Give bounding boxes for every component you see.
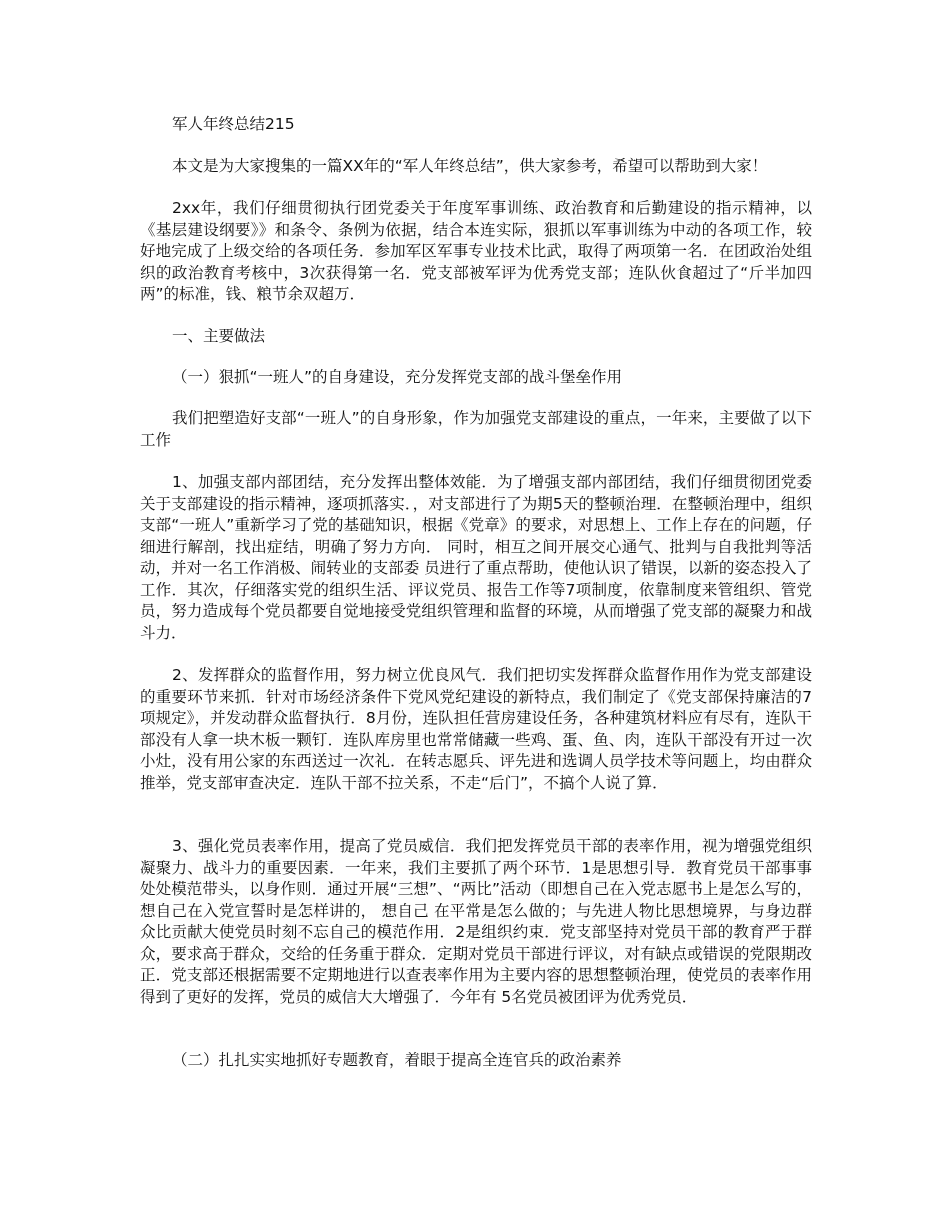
body-paragraph-item-3: 3、强化党员表率作用，提高了党员威信．我们把发挥党员干部的表率作用，视为增强党组织凝聚力、战斗力的重要因素．一年来，我们主要抓了两个环节．1是思想引导．教育党员干部事事处处模范带头，以身作则．通过开展“三想”、“两比”活动（即想自己在入党志愿书上是怎么写的，想自己在入党宣誓时是怎样讲的， 想自己 在平常是怎么做的；与先进人物比思想境界，与身边群众比贡献大使党员时刻不忘自己的模范作用．2是组织约束．党支部坚持对党员干部的教育严于群众，要求高于群众，交给的任务重于群众．定期对党员干部进行评议，对有缺点或错误的党限期改正．党支部还根据需要不定期地进行以查表率作用为主要内容的思想整顿治理，使党员的表率作用得到了更好的发挥，党员的威信大大增强了．今年有 5名党员被团评为优秀党员． bbox=[140, 837, 812, 1006]
document-title: 军人年终总结215 bbox=[172, 115, 295, 133]
body-paragraph-summary: 2xx年，我们仔细贯彻执行团党委关于年度军事训练、政治教育和后勤建设的指示精神，以《基层建设纲要》》和条令、条例为依据，结合本连实际，狠抓以军事训练为中动的各项工作，较好地完成了上级交给的各项任务．参加军区军事专业技术比武，取得了两项第一名．在团政治处组织的政治教育考核中，3次获得第一名．党支部被军评为优秀党支部；连队伙食超过了“斤半加四两”的标准，钱、粮节余双超万． bbox=[140, 199, 812, 303]
subsection-heading-1: （一）狠抓“一班人”的自身建设，充分发挥党支部的战斗堡垒作用 bbox=[172, 368, 623, 386]
intro-paragraph: 本文是为大家搜集的一篇XX年的“军人年终总结”，供大家参考，希望可以帮助到大家！ bbox=[172, 157, 768, 175]
section-heading-main-practices: 一、主要做法 bbox=[172, 327, 266, 345]
subsection-heading-2: （二）扎扎实实地抓好专题教育，着眼于提高全连官兵的政治素养 bbox=[172, 1051, 622, 1069]
body-paragraph-item-1: 1、加强支部内部团结，充分发挥出整体效能．为了增强支部内部团结，我们仔细贯彻团党委关于支部建设的指示精神，逐项抓落实．，对支部进行了为期5天的整顿治理．在整顿治理中，组织支部“一班人”重新学习了党的基础知识，根据《党章》的要求，对思想上、工作上存在的问题，仔细进行解剖，找出症结，明确了努力方向． 同时，相互之间开展交心通气、批判与自我批判等活动，并对一名工作消极、闹转业的支部委 员进行了重点帮助，使他认识了错误，以新的姿态投入了工作．其次，仔细落实党的组织生活、评议党员、报告工作等7项制度，依靠制度来管组织、管党员，努力造成每个党员都要自觉地接受党组织管理和监督的环境，从而增强了党支部的凝聚力和战斗力． bbox=[140, 473, 812, 642]
body-paragraph-item-2: 2、发挥群众的监督作用，努力树立优良风气．我们把切实发挥群众监督作用作为党支部建设的重要环节来抓．针对市场经济条件下党风党纪建设的新特点，我们制定了《党支部保持廉洁的7项规定》，并发动群众监督执行．8月份，连队担任营房建设任务，各种建筑材料应有尽有，连队干部没有人拿一块木板一颗钉．连队库房里也常常储藏一些鸡、蛋、鱼、肉，连队干部没有开过一次小灶，没有用公家的东西送过一次礼．在转志愿兵、评先进和选调人员学技术等问题上，均由群众推举，党支部审查决定．连队干部不拉关系，不走“后门”，不搞个人说了算． bbox=[140, 666, 812, 792]
body-paragraph-intro-work: 我们把塑造好支部“一班人”的自身形象，作为加强党支部建设的重点，一年来，主要做了以下工作 bbox=[140, 409, 812, 449]
